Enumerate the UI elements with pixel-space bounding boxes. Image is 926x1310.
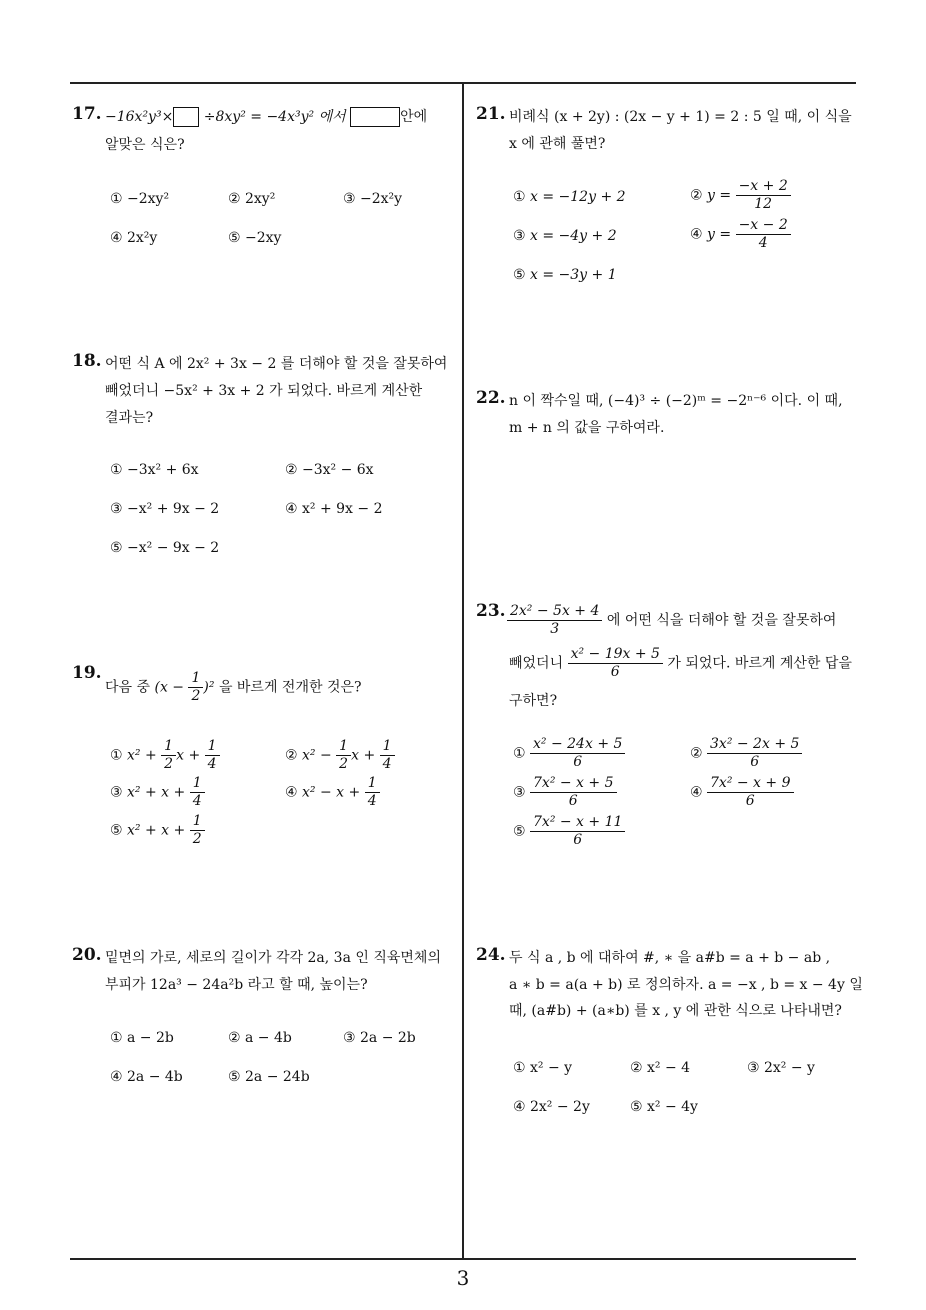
question-number: 20. xyxy=(72,945,102,965)
question-text-line: x 에 관해 풀면? xyxy=(509,136,606,152)
question-text-line: 어떤 식 A 에 2x² + 3x − 2 를 더해야 할 것을 잘못하여 xyxy=(105,356,448,372)
option-1[interactable]: ① $\frac{\text{x² − 24x + 5}}{6}$ xyxy=(513,736,625,771)
fraction: $\frac{1}{2}$ xyxy=(188,670,203,705)
option-3[interactable]: ③ 2a − 2b xyxy=(343,1030,416,1046)
question-text-line: 두 식 a , b 에 대하여 #, ∗ 을 a#b = a + b − ab , xyxy=(509,950,831,966)
option-3[interactable]: ③ −2x²y xyxy=(343,191,403,207)
column-divider xyxy=(462,83,464,1259)
question-text-line: a ∗ b = a(a + b) 로 정의하자. a = −x , b = x − 4y 일 xyxy=(509,977,863,993)
question-text-line xyxy=(105,106,427,127)
option-2[interactable]: ② a − 4b xyxy=(228,1030,292,1046)
expression: ÷8xy² = −4x³y² 에서 xyxy=(203,109,346,125)
option-3[interactable]: ③ 2x² − y xyxy=(747,1060,815,1076)
expression: )² xyxy=(203,679,215,696)
option-3[interactable]: ③ −x² + 9x − 2 xyxy=(110,501,220,517)
option-1[interactable]: ① a − 2b xyxy=(110,1030,174,1046)
question-text-line: n 이 짝수일 때, (−4)³ ÷ (−2)ᵐ = −2ⁿ⁻⁶ 이다. 이 때, xyxy=(509,393,843,409)
option-2[interactable]: ② x² − 4 xyxy=(630,1060,691,1076)
option-2[interactable]: ② −3x² − 6x xyxy=(285,462,374,478)
question-text-line xyxy=(507,603,836,638)
question-number: 22. xyxy=(476,388,506,408)
option-3[interactable]: ③ x² + x + $\frac{1}{4}$ xyxy=(110,775,205,810)
option-2[interactable]: ② $\frac{\text{3x² − 2x + 5}}{6}$ xyxy=(690,736,802,771)
option-5[interactable]: ⑤ $\frac{\text{7x² − x + 11}}{6}$ xyxy=(513,814,625,849)
text: 빼었더니 xyxy=(509,655,564,672)
option-1[interactable]: ① −3x² + 6x xyxy=(110,462,199,478)
question-text-line: 비례식 (x + 2y) : (2x − y + 1) = 2 : 5 일 때, 이 식을 xyxy=(509,109,852,125)
option-5[interactable]: ⑤ x = −3y + 1 xyxy=(513,267,617,283)
question-number: 17. xyxy=(72,104,102,124)
question-text-line: 구하면? xyxy=(509,693,558,709)
text: 다음 중 xyxy=(105,679,151,696)
question-text-line: 결과는? xyxy=(105,410,154,426)
option-4[interactable]: ④ 2a − 4b xyxy=(110,1069,183,1085)
option-1[interactable]: ① x² + $\frac{1}{2}$ x + $\frac{1}{4}$ xyxy=(110,738,220,773)
text: 에 어떤 식을 더해야 할 것을 잘못하여 xyxy=(606,612,837,629)
option-1[interactable]: ① x = −12y + 2 xyxy=(513,189,626,205)
fraction: $\frac{\text{2x² − 5x + 4}}{3}$ xyxy=(507,603,602,638)
option-1[interactable]: ① −2xy² xyxy=(110,191,170,207)
option-4[interactable]: ④ x² − x + $\frac{1}{4}$ xyxy=(285,775,380,810)
question-text-line: 알맞은 식은? xyxy=(105,137,185,153)
question-text-line: 때, (a#b) + (a∗b) 를 x , y 에 관한 식으로 나타내면? xyxy=(509,1003,842,1019)
option-2[interactable]: ② y = $\frac{-x + 2}{12}$ xyxy=(690,178,791,213)
option-2[interactable]: ② x² − $\frac{1}{2}$ x + $\frac{1}{4}$ xyxy=(285,738,395,773)
answer-box xyxy=(350,107,400,127)
option-4[interactable]: ④ 2x² − 2y xyxy=(513,1099,590,1115)
text: 안에 xyxy=(400,109,428,125)
option-5[interactable]: ⑤ x² − 4y xyxy=(630,1099,698,1115)
option-4[interactable]: ④ x² + 9x − 2 xyxy=(285,501,383,517)
option-3[interactable]: ③ $\frac{\text{7x² − x + 5}}{6}$ xyxy=(513,775,617,810)
option-5[interactable]: ⑤ −x² − 9x − 2 xyxy=(110,540,220,556)
question-number: 21. xyxy=(476,104,506,124)
option-5[interactable]: ⑤ x² + x + $\frac{1}{2}$ xyxy=(110,813,205,848)
question-text-line: 빼었더니 −5x² + 3x + 2 가 되었다. 바르게 계산한 xyxy=(105,383,423,399)
question-number: 19. xyxy=(72,663,102,683)
text: 을 바르게 전개한 것은? xyxy=(218,679,362,696)
option-3[interactable]: ③ x = −4y + 2 xyxy=(513,228,617,244)
question-text-line xyxy=(105,670,362,705)
text: 가 되었다. 바르게 계산한 답을 xyxy=(667,655,852,672)
option-2[interactable]: ② 2xy² xyxy=(228,191,276,207)
question-text-line: 부피가 12a³ − 24a²b 라고 할 때, 높이는? xyxy=(105,977,368,993)
option-5[interactable]: ⑤ −2xy xyxy=(228,230,282,246)
expression: (x − xyxy=(154,679,185,696)
option-4[interactable]: ④ 2x²y xyxy=(110,230,158,246)
bottom-rule xyxy=(70,1258,856,1260)
option-4[interactable]: ④ $\frac{\text{7x² − x + 9}}{6}$ xyxy=(690,775,794,810)
question-number: 24. xyxy=(476,945,506,965)
option-5[interactable]: ⑤ 2a − 24b xyxy=(228,1069,310,1085)
option-1[interactable]: ① x² − y xyxy=(513,1060,573,1076)
option-4[interactable]: ④ y = $\frac{-x - 2}{4}$ xyxy=(690,217,791,252)
fraction: $\frac{\text{x² − 19x + 5}}{6}$ xyxy=(568,646,663,681)
question-number: 18. xyxy=(72,351,102,371)
answer-box xyxy=(173,107,199,127)
question-text-line xyxy=(509,646,852,681)
question-number: 23. xyxy=(476,601,506,621)
page-number: 3 xyxy=(456,1266,470,1290)
question-text-line: 밑면의 가로, 세로의 길이가 각각 2a, 3a 인 직육면체의 xyxy=(105,950,441,966)
expression: −16x²y³× xyxy=(105,109,174,125)
question-text-line: m + n 의 값을 구하여라. xyxy=(509,420,665,436)
